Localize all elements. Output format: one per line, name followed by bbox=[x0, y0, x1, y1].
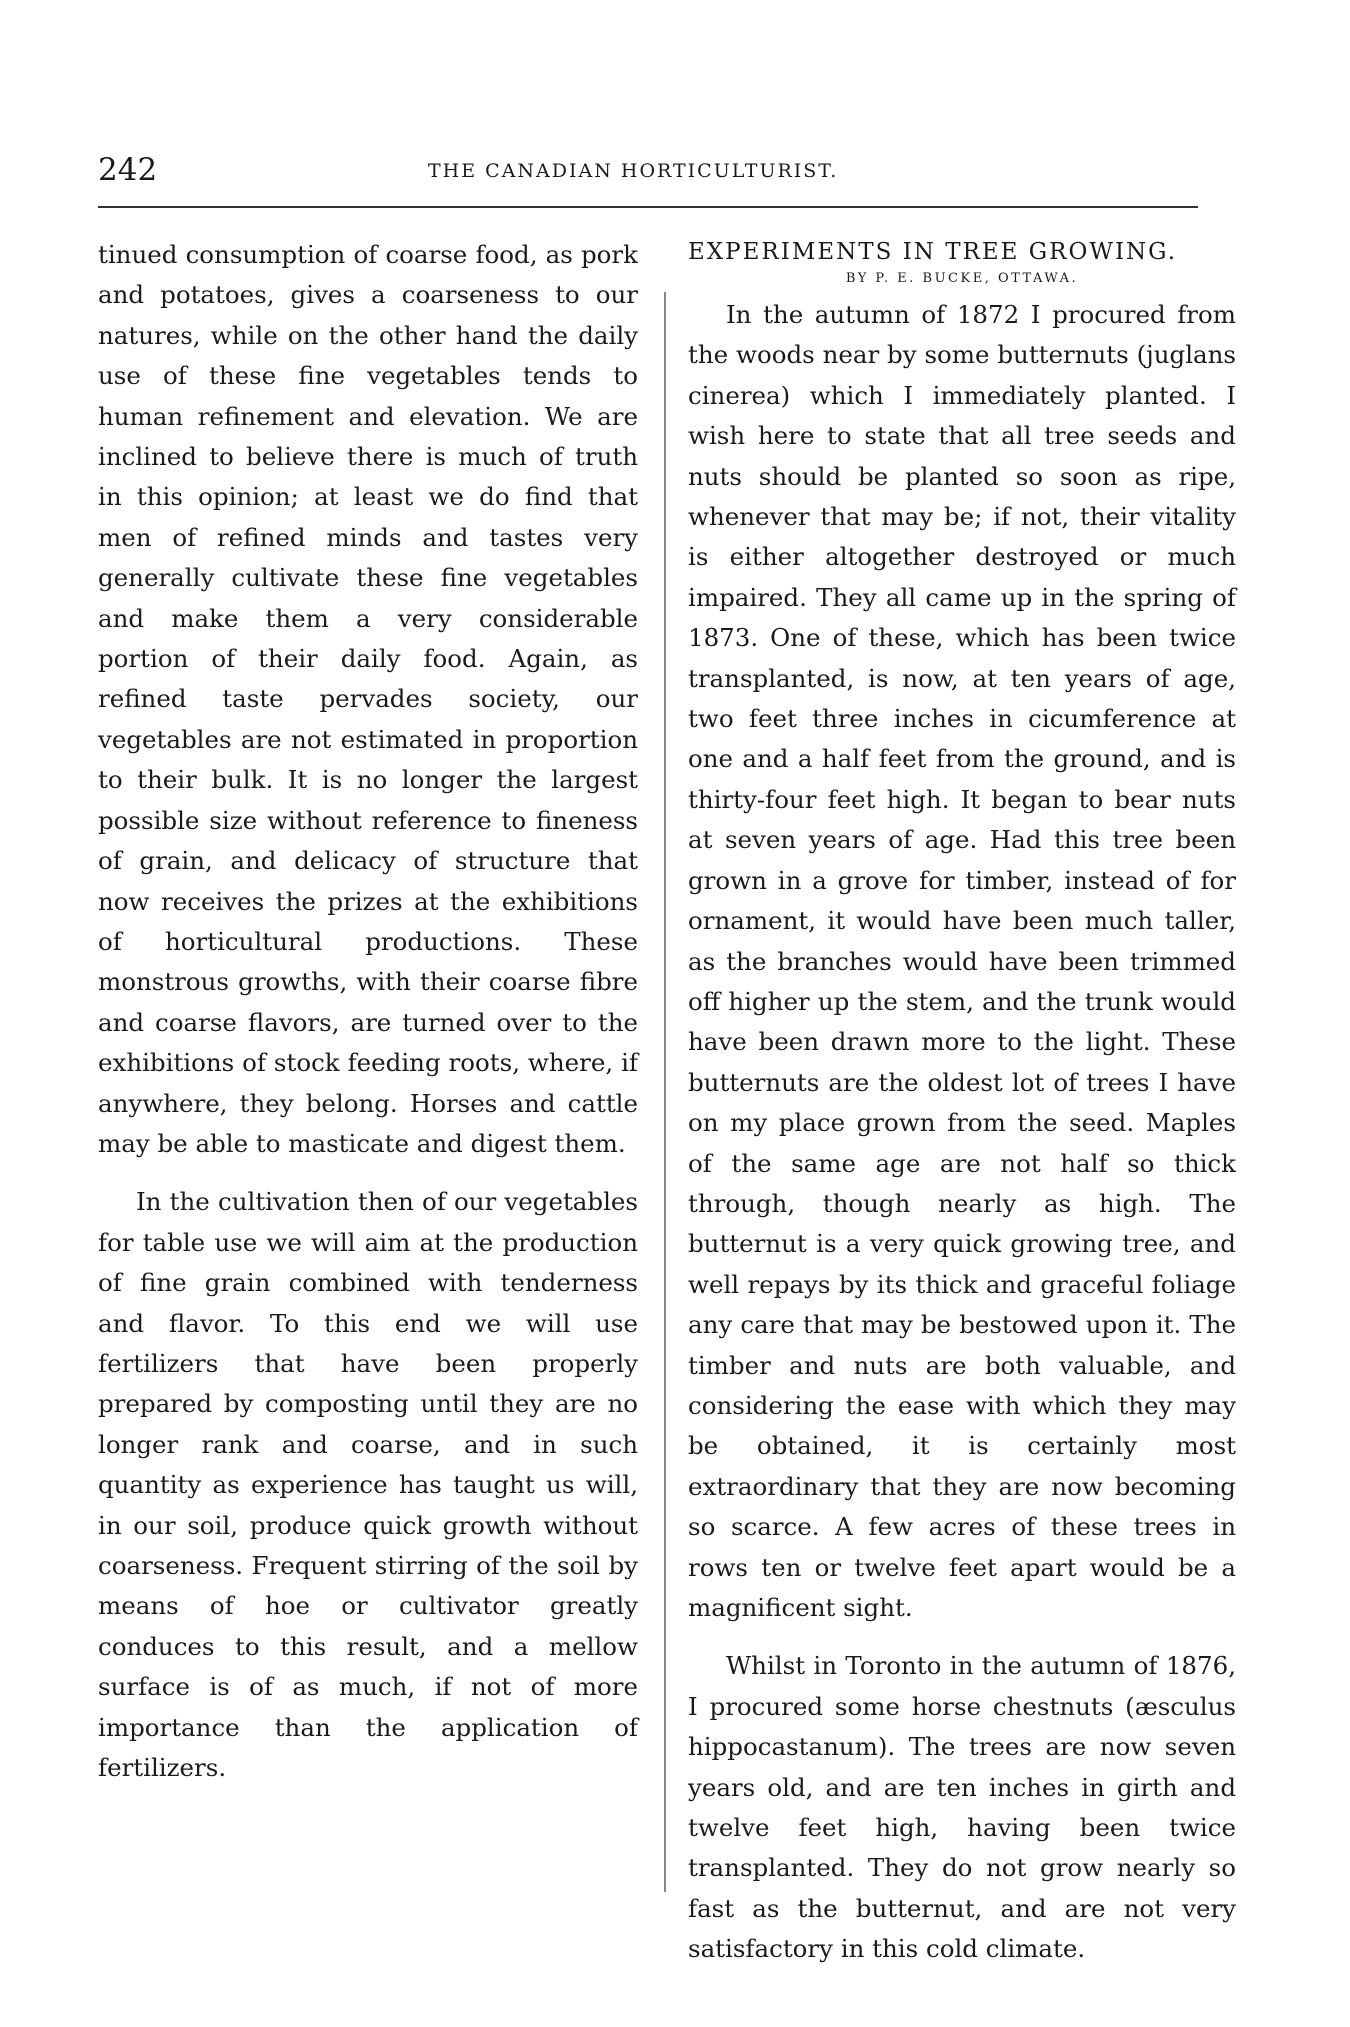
page-number: 242 bbox=[98, 152, 158, 188]
right-paragraph-2: Whilst in Toronto in the autumn of 1876, I procured some horse chestnuts (æsculus hippocastanum). The trees are now seven years old, and are ten inches in girth and twelve feet high, having been twice transplanted. They do not grow nearly so fast as the butternut, and are not very satisfactory in this cold climate. bbox=[688, 1651, 1236, 1964]
right-paragraph-1: In the autumn of 1872 I procured from the woods near by some butternuts (juglans cinerea) which I immediately planted. I wish here to state that all tree seeds and nuts should be planted so soon as ripe, whenever that may be; if not, their vitality is either altogether destroyed or much impaired. They all came up in the spring of 1873. One of these, which has been twice transplanted, is now, at ten years of age, two feet three inches in cicumference at one and a half feet from the ground, and is thirty-four feet high. It began to bear nuts at seven years of age. Had this tree been grown in a grove for timber, instead of for ornament, it would have been much taller, as the branches would have been trimmed off higher up the stem, and the trunk would have been drawn more to the light. These butternuts are the oldest lot of trees I have on my place grown from the seed. Maples of the same age are not half so thick through, though nearly as high. The butternut is a very quick growing tree, and well repays by its thick and graceful foliage any care that may be bestowed upon it. The timber and nuts are both valuable, and considering the ease with which they may be obtained, it is certainly most extraordinary that they are now becoming so scarce. A few acres of these trees in rows ten or twelve feet apart would be a magnificent sight. bbox=[688, 300, 1236, 1622]
column-divider bbox=[664, 292, 666, 1892]
left-column bbox=[98, 235, 638, 1788]
header-rule bbox=[98, 206, 1198, 208]
left-paragraph-2: In the cultivation then of our vegetables for table use we will aim at the production of fine grain combined with tenderness and flavor. To this end we will use fertilizers that have been properly prepared by composting until they are no longer rank and coarse, and in such quantity as experience has taught us will, in our soil, produce quick growth without coarseness. Frequent stirring of the soil by means of hoe or cultivator greatly conduces to this result, and a mellow surface is of as much, if not of more importance than the application of fertilizers. bbox=[98, 1187, 638, 1783]
article-byline: BY P. E. BUCKE, OTTAWA. bbox=[845, 271, 1079, 286]
right-column bbox=[688, 235, 1236, 1970]
running-title: THE CANADIAN HORTICULTURIST. bbox=[428, 160, 839, 182]
article-title: EXPERIMENTS IN TREE GROWING. bbox=[688, 239, 1178, 265]
left-paragraph-1: tinued consumption of coarse food, as pork and potatoes, gives a coarseness to our natures, while on the other hand the daily use of these fine vegetables tends to human refinement and elevation. We are inclined to believe there is much of truth in this opinion; at least we do find that men of refined minds and tastes very generally cultivate these fine vegetables and make them a very considerable portion of their daily food. Again, as refined taste pervades society, our vegetables are not estimated in proportion to their bulk. It is no longer the largest possible size without reference to fineness of grain, and delicacy of structure that now receives the prizes at the exhibitions of horticultural productions. These monstrous growths, with their coarse fibre and coarse flavors, are turned over to the exhibitions of stock feeding roots, where, if anywhere, they belong. Horses and cattle may be able to masticate and digest them. bbox=[98, 240, 638, 1158]
page-header bbox=[98, 152, 1198, 192]
